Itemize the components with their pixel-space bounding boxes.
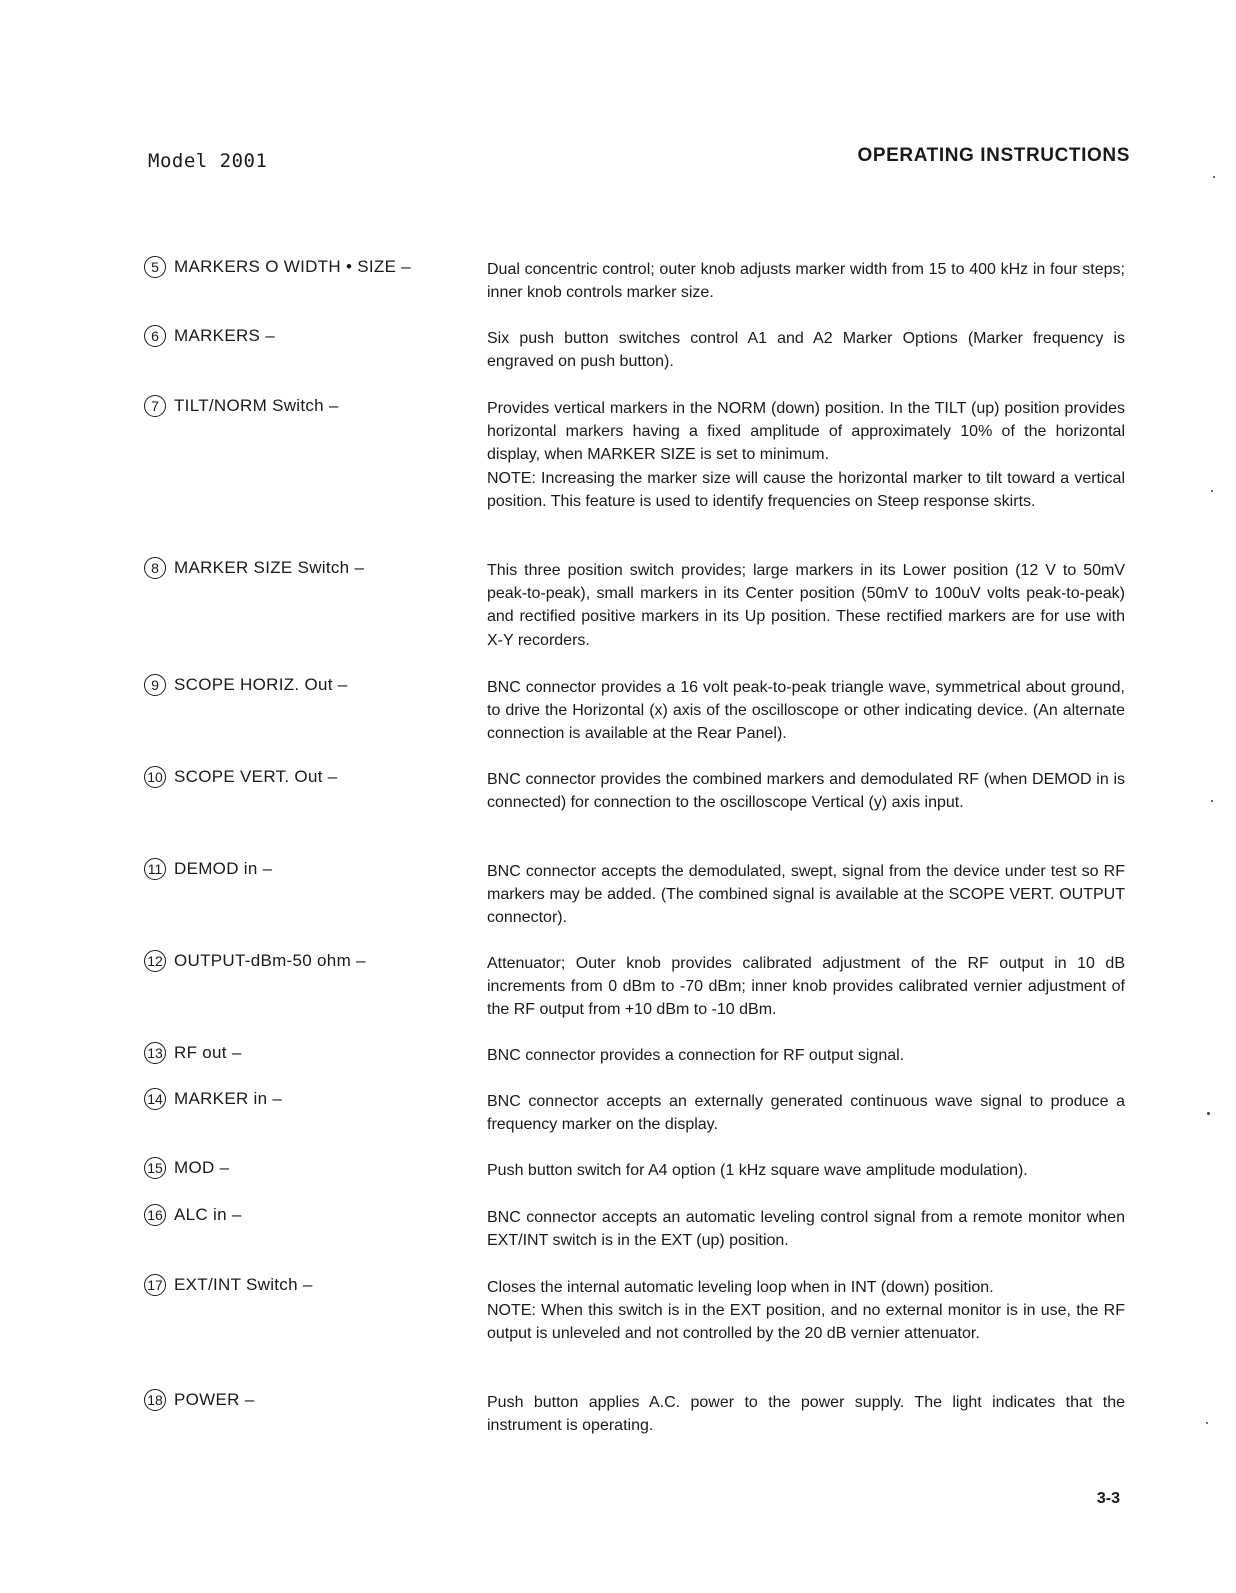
entry-description: This three position switch provides; large markers in its Lower position (12 V to 50mV peak-to-peak), small markers in its Center position (50mV to 100uV volts peak-to-peak) and rectified positive markers in its Up position. These rectified markers are for use with X-Y recorders. — [487, 562, 1125, 649]
page-header-section-title: OPERATING INSTRUCTIONS — [857, 145, 1130, 166]
control-name: TILT/NORM Switch – — [174, 396, 339, 415]
entry-description: BNC connector accepts the demodulated, swept, signal from the device under test so RF markers may be added. (The combined signal is available at the SCOPE VERT. OUTPUT connector). — [487, 863, 1125, 927]
circled-number: 15 — [144, 1157, 166, 1179]
control-name: RF out – — [174, 1043, 242, 1062]
control-name: MARKER in – — [174, 1089, 283, 1108]
circled-number: 13 — [144, 1042, 166, 1064]
entry-label — [144, 395, 339, 417]
control-name: DEMOD in – — [174, 859, 273, 878]
entry-description: Push button switch for A4 option (1 kHz square wave amplitude modulation). — [487, 1162, 1028, 1179]
entry-label — [144, 557, 364, 579]
scan-speck — [1211, 800, 1213, 802]
entry-description: Push button applies A.C. power to the power supply. The light indicates that the instrument is operating. — [487, 1394, 1125, 1435]
entry-description: BNC connector provides a connection for RF output signal. — [487, 1047, 905, 1064]
scan-speck — [1213, 176, 1215, 178]
circled-number: 6 — [144, 325, 166, 347]
entry-description: BNC connector provides a 16 volt peak-to-peak triangle wave, symmetrical about ground, to drive the Horizontal (x) axis of the oscilloscope or other indicating device. (An alternate connection is available at the Rear Panel). — [487, 679, 1125, 743]
entry-label — [144, 766, 338, 788]
control-name: ALC in – — [174, 1205, 242, 1224]
entry-description: Dual concentric control; outer knob adjusts marker width from 15 to 400 kHz in four steps; inner knob controls marker size. — [487, 261, 1125, 302]
page-number: 3-3 — [1096, 1490, 1120, 1507]
entry-label — [144, 256, 411, 278]
entry-label — [144, 1389, 255, 1411]
entry-label — [144, 950, 366, 972]
scan-speck — [1206, 1422, 1208, 1424]
entry-description: BNC connector accepts an automatic leveling control signal from a remote monitor when EXT/INT switch is in the EXT (up) position. — [487, 1209, 1125, 1250]
entry-label — [144, 325, 275, 347]
entry-label — [144, 674, 348, 696]
control-name: SCOPE HORIZ. Out – — [174, 675, 348, 694]
control-name: POWER – — [174, 1390, 255, 1409]
control-name: MARKERS – — [174, 326, 275, 345]
entry-label — [144, 1088, 282, 1110]
entry-label — [144, 1204, 242, 1226]
circled-number: 8 — [144, 557, 166, 579]
entry-description: Provides vertical markers in the NORM (down) position. In the TILT (up) position provides horizontal markers having a fixed amplitude of approximately 10% of the horizontal display, when MARKER SIZE is set to minimum. NOTE: Increasing the marker size will cause the horizontal marker to tilt toward a vertical position. This feature is used to identify frequencies on Steep response skirts. — [487, 397, 1125, 513]
entry-label — [144, 1157, 229, 1179]
entry-description: BNC connector provides the combined markers and demodulated RF (when DEMOD in is connected) for connection to the oscilloscope Vertical (y) axis input. — [487, 771, 1125, 812]
circled-number: 5 — [144, 256, 166, 278]
entry-description: Attenuator; Outer knob provides calibrated adjustment of the RF output in 10 dB increments from 0 dBm to -70 dBm; inner knob provides calibrated vernier adjustment of the RF output from +10 dBm to -10 dBm. — [487, 955, 1125, 1019]
circled-number: 10 — [144, 766, 166, 788]
circled-number: 12 — [144, 950, 166, 972]
entry-note: NOTE: Increasing the marker size will cause the horizontal marker to tilt toward a vertical position. This feature is used to identify frequencies on Steep response skirts. — [487, 469, 1125, 510]
circled-number: 16 — [144, 1204, 166, 1226]
entry-description: Closes the internal automatic leveling loop when in INT (down) position. NOTE: When this switch is in the EXT position, and no external monitor is in use, the RF output is unleveled and not controlled by the 20 dB vernier attenuator. — [487, 1276, 1125, 1346]
scan-speck — [1211, 490, 1213, 492]
control-name: MARKERS O WIDTH • SIZE – — [174, 257, 412, 276]
control-name: MARKER SIZE Switch – — [174, 558, 365, 577]
entry-label — [144, 1042, 242, 1064]
entry-description: BNC connector accepts an externally generated continuous wave signal to produce a frequency marker on the display. — [487, 1093, 1125, 1134]
circled-number: 11 — [144, 858, 166, 880]
page-header-model: Model 2001 — [148, 150, 268, 172]
control-name: MOD – — [174, 1158, 230, 1177]
entry-label — [144, 858, 272, 880]
circled-number: 9 — [144, 674, 166, 696]
entry-description: Six push button switches control A1 and A2 Marker Options (Marker frequency is engraved on push button). — [487, 330, 1125, 371]
control-name: EXT/INT Switch – — [174, 1275, 313, 1294]
circled-number: 18 — [144, 1389, 166, 1411]
control-name: SCOPE VERT. Out – — [174, 767, 338, 786]
entry-label — [144, 1274, 313, 1296]
entry-note: NOTE: When this switch is in the EXT position, and no external monitor is in use, the RF output is unleveled and not controlled by the 20 dB vernier attenuator. — [487, 1302, 1125, 1343]
scan-speck — [1207, 1112, 1210, 1115]
control-name: OUTPUT-dBm-50 ohm – — [174, 951, 366, 970]
circled-number: 14 — [144, 1088, 166, 1110]
circled-number: 7 — [144, 395, 166, 417]
circled-number: 17 — [144, 1274, 166, 1296]
